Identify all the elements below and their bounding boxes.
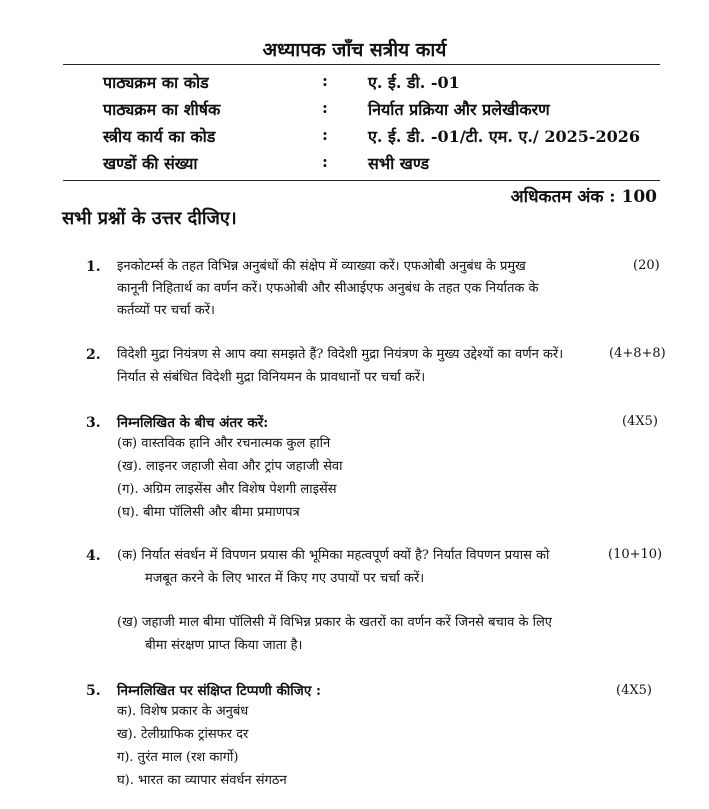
question-item: ख). टेलीग्राफिक ट्रांसफर दर — [117, 727, 249, 742]
question-part-line: (ख) जहाजी माल बीमा पॉलिसी में विभिन्न प्रकार के खतरों का वर्णन करें जिनसे बचाव के लिए — [117, 615, 552, 630]
meta-value: निर्यात प्रक्रिया और प्रलेखीकरण — [368, 100, 550, 119]
meta-label: स्त्रीय कार्य का कोड — [103, 127, 216, 146]
question-item: (ग). अग्रिम लाइसेंस और विशेष पेशगी लाइसेंस — [117, 482, 337, 497]
header-bottom-rule — [63, 180, 660, 181]
question-number: 4. — [86, 548, 101, 564]
meta-colon: : — [322, 98, 328, 117]
question-item: ग). तुरंत माल (रश कार्गो) — [117, 750, 239, 765]
question-number: 5. — [86, 683, 101, 699]
meta-colon: : — [322, 71, 328, 90]
meta-row-course-code — [0, 71, 709, 95]
meta-value: ए. ई. डी. -01/टी. एम. ए./ 2025-2026 — [368, 127, 641, 146]
meta-value: ए. ई. डी. -01 — [368, 73, 460, 92]
question-text-line: निर्यात से संबंधित विदेशी मुद्रा विनियमन के प्रावधानों पर चर्चा करें। — [117, 370, 426, 385]
meta-label: खण्डों की संख्या — [103, 154, 198, 173]
header-top-rule — [63, 64, 660, 65]
question-number: 1. — [86, 259, 101, 275]
question-marks: (4X5) — [622, 414, 658, 429]
question-marks: (4+8+8) — [609, 346, 666, 361]
question-text-line: इनकोटर्म्स के तहत विभिन्न अनुबंधों की संक्षेप में व्याख्या करें। एफओबी अनुबंध के प्रमुख — [117, 259, 526, 274]
question-number: 3. — [86, 415, 101, 431]
question-marks: (4X5) — [616, 683, 652, 698]
max-marks: अधिकतम अंक : 100 — [510, 187, 657, 207]
question-part-line: (क) निर्यात संवर्धन में विपणन प्रयास की भूमिका महत्वपूर्ण क्यों है? निर्यात विपणन प्रयास को — [117, 548, 550, 563]
question-text-line: कर्तव्यों पर चर्चा करें। — [117, 303, 215, 318]
meta-row-blocks — [0, 152, 709, 176]
question-marks: (10+10) — [608, 547, 663, 562]
meta-label: पाठ्यक्रम का कोड — [103, 73, 209, 92]
meta-colon: : — [322, 125, 328, 144]
meta-row-course-title — [0, 98, 709, 122]
instruction: सभी प्रश्नों के उत्तर दीजिए। — [62, 208, 237, 229]
question-part-line: बीमा संरक्षण प्राप्त किया जाता है। — [145, 638, 303, 653]
question-text-line: कानूनी निहितार्थ का वर्णन करें। एफओबी और सीआईएफ अनुबंध के तहत एक निर्यातक के — [117, 281, 539, 296]
question-part-line: मजबूत करने के लिए भारत में किए गए उपायों पर चर्चा करें। — [145, 571, 425, 586]
question-marks: (20) — [633, 258, 660, 273]
question-text-line: विदेशी मुद्रा नियंत्रण से आप क्या समझते हैं? विदेशी मुद्रा नियंत्रण के मुख्य उद्देश्यों का वर्णन करें। — [117, 347, 564, 362]
question-heading: निम्नलिखित पर संक्षिप्त टिप्पणी कीजिए : — [117, 683, 321, 699]
question-heading: निम्नलिखित के बीच अंतर करें: — [117, 415, 269, 431]
question-item: क). विशेष प्रकार के अनुबंध — [117, 704, 249, 719]
question-item: (ख). लाइनर जहाजी सेवा और ट्रांप जहाजी सेवा — [117, 459, 343, 474]
question-number: 2. — [86, 347, 101, 363]
meta-row-assignment-code — [0, 125, 709, 149]
question-item: घ). भारत का व्यापार संवर्धन संगठन — [117, 773, 287, 788]
meta-value: सभी खण्ड — [368, 154, 430, 173]
meta-colon: : — [322, 152, 328, 171]
question-item: (क) वास्तविक हानि और रचनात्मक कुल हानि — [117, 436, 331, 451]
page-title: अध्यापक जाँच सत्रीय कार्य — [262, 39, 447, 61]
question-item: (घ). बीमा पॉलिसी और बीमा प्रमाणपत्र — [117, 505, 300, 520]
meta-label: पाठ्यक्रम का शीर्षक — [103, 100, 221, 119]
